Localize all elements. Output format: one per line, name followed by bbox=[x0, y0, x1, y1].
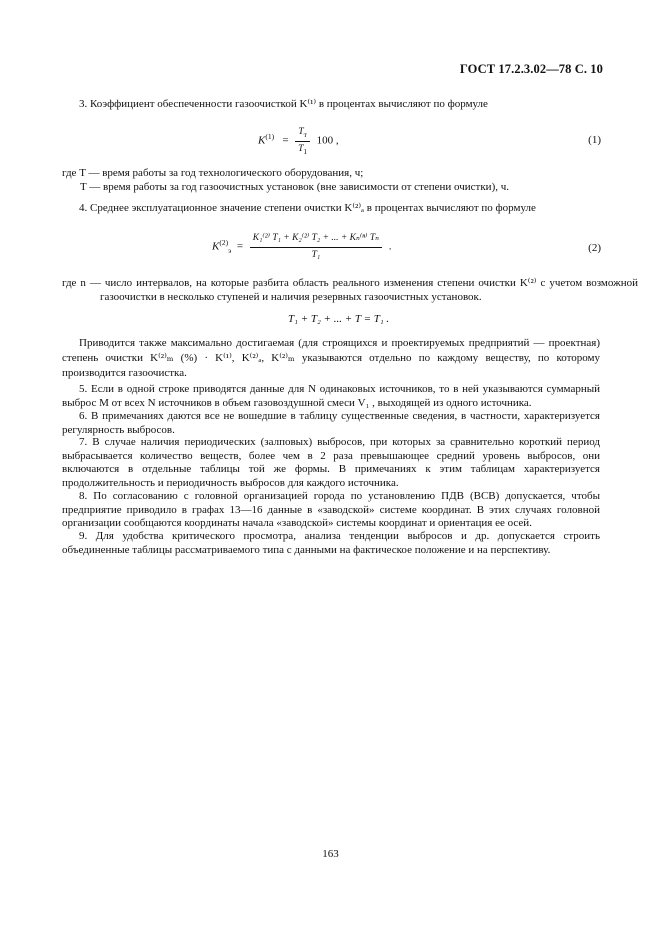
sum-equation-text: T₁ + T₂ + ... + T = T₁ . bbox=[288, 313, 390, 325]
formula-1-number: (1) bbox=[588, 134, 601, 146]
formula-2-number: (2) bbox=[588, 242, 601, 254]
formula-1 bbox=[258, 126, 339, 156]
formula-2-num: K₁⁽²⁾ T₁ + K₂⁽²⁾ T₂ + ... + Kₙ⁽ⁿ⁾ Tₙ bbox=[252, 233, 379, 243]
formula-2-lhs-sub: э bbox=[228, 245, 232, 255]
paragraph-5: 5. Если в одной строке приводятся данные для N одинаковых источников, то в ней указываются суммарный выброс M от всех N источников в объем газовоздушной смеси V₁ , выходящей из одного источника. bbox=[62, 383, 600, 409]
formula-1-lhs: K bbox=[258, 134, 266, 147]
paragraph-max: Приводится также максимально достигаемая (для строящихся и проектируемых предприятий — проектная) степень очистки K⁽²⁾ₘ (%) · K⁽¹⁾, K⁽²⁾ₐ, K⁽²⁾ₘ указываются отдельно по каждому веществу, по которому производится газоочистка. bbox=[62, 337, 600, 379]
formula-2-fraction bbox=[250, 232, 382, 262]
formula-1-fraction bbox=[295, 126, 310, 156]
where-1-a: где T — время работы за год технологического оборудования, ч; bbox=[62, 167, 364, 179]
paragraph-7: 7. В случае наличия периодических (залповых) выбросов, при которых за сравнительно короткий период выбрасывается количество веществ, более чем в 2 раза превышающее средний уровень выбросов, они включаются в отдельные таблицы той же формы. В примечаниях к этим таблицам характеризуется продолжительность и периодичность выбросов для каждого источника. bbox=[62, 436, 600, 489]
page-number: 163 bbox=[322, 848, 339, 860]
formula-2-lhs: K bbox=[212, 240, 220, 253]
formula-1-eq: = bbox=[282, 134, 289, 147]
paragraph-3: 3. Коэффициент обеспеченности газоочисткой K⁽¹⁾ в процентах вычисляют по формуле bbox=[79, 98, 488, 110]
paragraph-4: 4. Среднее эксплуатационное значение степени очистки K⁽²⁾ₐ в процентах вычисляют по формуле bbox=[79, 202, 536, 214]
formula-2-den: T₁ bbox=[311, 249, 321, 260]
paragraph-6: 6. В примечаниях даются все не вошедшие в таблицу существенные сведения, в частности, характеризуется регулярность выбросов. bbox=[62, 410, 600, 436]
page-header: ГОСТ 17.2.3.02—78 С. 10 bbox=[459, 62, 603, 76]
where-2: где n — число интервалов, на которые разбита область реального изменения степени очистки K⁽²⁾ с учетом возможной газоочистки в несколько ступеней и наличия резервных газоочистных установок. bbox=[62, 277, 638, 303]
where-1-b: T — время работы за год газоочистных установок (вне зависимости от степени очистки), ч. bbox=[80, 181, 510, 193]
formula-1-den: T bbox=[298, 143, 304, 154]
formula-1-num: T bbox=[298, 127, 304, 137]
paragraph-9: 9. Для удобства критического просмотра, анализа тенденции выбросов и др. допускается строить объединенные таблицы рассматриваемого типа с данными на фактическое положение и на перспективу. bbox=[62, 530, 600, 556]
formula-2-lhs-sup: (2) bbox=[219, 237, 229, 247]
formula-2 bbox=[212, 232, 392, 262]
formula-1-num-sub: т bbox=[303, 129, 307, 139]
sum-equation bbox=[288, 313, 389, 327]
formula-1-lhs-sup: (1) bbox=[265, 131, 275, 141]
formula-1-den-sub: 1 bbox=[303, 146, 308, 156]
formula-1-factor: 100 , bbox=[316, 134, 339, 147]
formula-2-eq: = bbox=[236, 240, 244, 253]
paragraph-8: 8. По согласованию с головной организацией города по установлению ПДВ (ВСВ) допускается, чтобы предприятие приводило в графах 13—16 данные в «заводской» системе координат. В этих случаях головной организации сообщаются координаты начала «заводской» системы координат и ориентация ее осей. bbox=[62, 490, 600, 530]
formula-2-tail: . bbox=[388, 240, 392, 253]
